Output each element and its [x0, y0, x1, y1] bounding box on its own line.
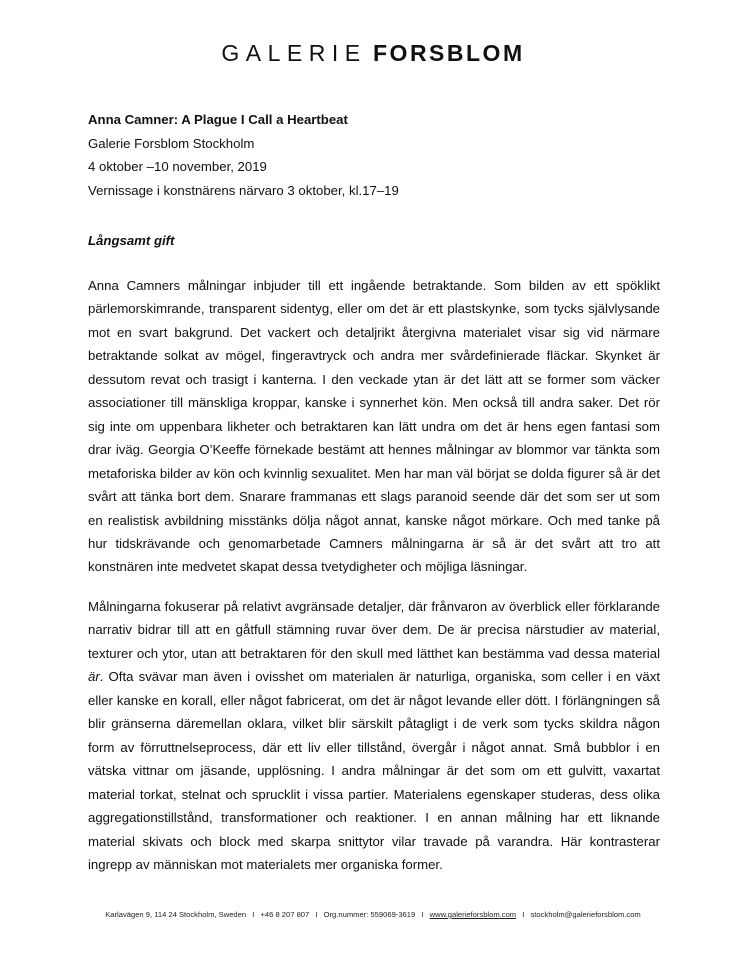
- footer-address: Karlavägen 9, 114 24 Stockholm, Sweden: [105, 910, 247, 919]
- opening-line: Vernissage i konstnärens närvaro 3 oktober, kl.17–19: [88, 182, 399, 198]
- page-footer: [0, 909, 746, 921]
- section-title: Långsamt gift: [88, 233, 175, 248]
- dates-line: 4 oktober –10 november, 2019: [88, 159, 267, 175]
- paragraph-text: Målningarna fokuserar på relativt avgränsade detaljer, där frånvaron av överblick eller förklarande narrativ bidrar till att en gåtfull stämning ruvar över dem. De är precisa närstudier av material, texturer och ytor, utan att betraktaren för den skull med lätthet kan bestämma vad dessa material: [88, 599, 660, 661]
- footer-separator: I: [522, 910, 525, 919]
- body-paragraph: Anna Camners målningar inbjuder till ett ingående betraktande. Som bilden av ett spöklikt pärlemorskimrande, transparent sidentyg, eller om det är ett plastskynke, som tycks självlysande mot en svart bakgrund. Det vackert och detaljrikt återgivna materialet visar sig vid närmare betraktande solkat av mögel, fingeravtryck och andra mer svårdefinierade fläckar. Skynket är dessutom revat och trasigt i kanterna. I den veckade ytan är det lätt att se former som väcker associationer till mänskliga kroppar, kanske i synnerhet kön. Men också till andra saker. Det rör sig inte om uppenbara likheter och betraktaren kan lätt undra om det är hens egen fantasi som drar iväg. Georgia O’Keeffe förnekade bestämt att hennes målningar av blommor var tänkta som metaforiska bilder av kön och kvinnlig sexualitet. Men har man väl börjat se dolda figurer så är det svårt att tänka bort dem. Snarare frammanas ett slags paranoid seende där det som ser ut som en realistisk avbildning misstänks dölja något annat, kanske något mörkare. Och med tanke på hur tidskrävande och genomarbetade Camners målningarna är så är det svårt att tro att konstnären inte medvetet skapat dessa tvetydigheter och möjliga läsningar.: [88, 278, 660, 575]
- gallery-logo: [0, 38, 746, 68]
- body-paragraph-2-container: [88, 595, 660, 876]
- footer-website-link[interactable]: www.galerieforsblom.com: [429, 910, 517, 919]
- footer-phone: +46 8 207 807: [260, 910, 310, 919]
- footer-email[interactable]: stockholm@galerieforsblom.com: [530, 910, 641, 919]
- venue-line: Galerie Forsblom Stockholm: [88, 135, 255, 151]
- press-release-header: [88, 108, 668, 202]
- paragraph-text: . Ofta svävar man även i ovisshet om materialen är naturliga, organiska, som celler i en växt eller kanske en korall, eller något fabricerat, om det är något levande eller dött. I förlängningen så blir gränserna däremellan oklara, vilket blir särskilt påtagligt i de verk som tycks skildra någon form av förruttnelseprocess, där ett liv eller tillstånd, övergår i något annat. Små bubblor i en vätska vittnar om jäsande, upplösning. I andra målningar är det som om ett gulvitt, vaxartat material torkat, stelnat och sprucklit i vissa partier. Materialens egenskaper studeras, dess olika aggregationstillstånd, transformationer och reaktioner. I en annan målning har ett liknande material skivats och block med skarpa snittytor vilar travade på varandra. Här kontrasterar ingrepp av människan mot materialets mer organiska former.: [88, 669, 660, 872]
- exhibition-title: Anna Camner: A Plague I Call a Heartbeat: [88, 112, 348, 127]
- footer-org-number: Org.nummer: 559069-3619: [323, 910, 416, 919]
- logo-bold-text: FORSBLOM: [373, 40, 525, 66]
- body-paragraph: [88, 595, 660, 876]
- footer-separator: I: [421, 910, 424, 919]
- body-paragraph-1-container: [88, 274, 660, 579]
- footer-separator: I: [252, 910, 255, 919]
- logo-light-text: GALERIE: [221, 40, 367, 66]
- paragraph-emphasis: är: [88, 669, 100, 685]
- footer-separator: I: [315, 910, 318, 919]
